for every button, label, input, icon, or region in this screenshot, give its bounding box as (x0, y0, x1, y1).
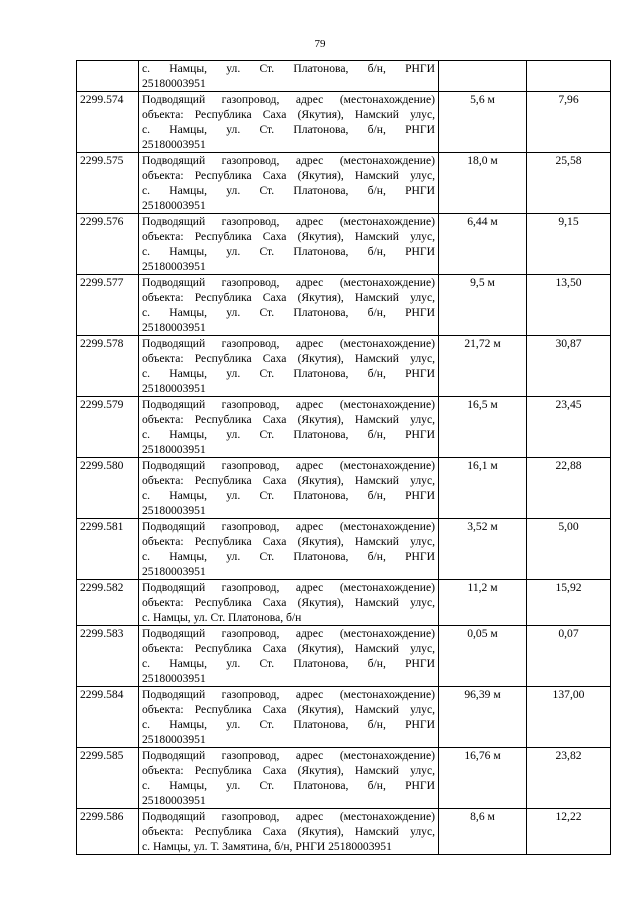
description-cell (139, 626, 439, 687)
table-row (77, 580, 611, 626)
cost-cell (527, 61, 611, 92)
row-number-cell: 2299.576 (77, 214, 139, 275)
cost-cell: 0,07 (527, 626, 611, 687)
cost-cell: 30,87 (527, 336, 611, 397)
table-body (77, 61, 611, 855)
description-cell (139, 214, 439, 275)
cost-cell: 13,50 (527, 275, 611, 336)
length-cell: 18,0 м (439, 153, 527, 214)
description-last-line: 25180003951 (142, 565, 206, 578)
cost-cell: 7,96 (527, 92, 611, 153)
length-cell: 0,05 м (439, 626, 527, 687)
description-last-line: с. Намцы, ул. Ст. Платонова, б/н (142, 611, 302, 624)
length-cell: 3,52 м (439, 519, 527, 580)
description-text: Подводящий газопровод, адрес (местонахождение) объекта: Республика Саха (Якутия), Намский улус, с. Намцы, ул. Ст. Платонова, б/н, РНГИ (142, 520, 435, 563)
description-last-line: 25180003951 (142, 321, 206, 334)
cost-cell: 23,45 (527, 397, 611, 458)
cost-cell: 25,58 (527, 153, 611, 214)
description-text: Подводящий газопровод, адрес (местонахождение) объекта: Республика Саха (Якутия), Намский улус, с. Намцы, ул. Ст. Платонова, б/н, РНГИ (142, 688, 435, 731)
table-row (77, 153, 611, 214)
description-text: Подводящий газопровод, адрес (местонахождение) объекта: Республика Саха (Якутия), Намский улус, с. Намцы, ул. Ст. Платонова, б/н, РНГИ (142, 276, 435, 319)
table-row (77, 214, 611, 275)
length-cell (439, 61, 527, 92)
row-number-cell: 2299.578 (77, 336, 139, 397)
length-cell: 6,44 м (439, 214, 527, 275)
row-number-cell: 2299.584 (77, 687, 139, 748)
row-number-cell: 2299.583 (77, 626, 139, 687)
row-number-cell: 2299.586 (77, 809, 139, 855)
description-last-line: 25180003951 (142, 504, 206, 517)
cost-cell: 23,82 (527, 748, 611, 809)
description-text: Подводящий газопровод, адрес (местонахождение) объекта: Республика Саха (Якутия), Намский улус, с. Намцы, ул. Ст. Платонова, б/н, РНГИ (142, 337, 435, 380)
cost-cell: 9,15 (527, 214, 611, 275)
description-cell (139, 519, 439, 580)
table-row (77, 458, 611, 519)
description-cell (139, 92, 439, 153)
description-last-line: 25180003951 (142, 794, 206, 807)
description-cell (139, 580, 439, 626)
length-cell: 11,2 м (439, 580, 527, 626)
description-cell (139, 458, 439, 519)
description-last-line: 25180003951 (142, 672, 206, 685)
row-number-cell: 2299.581 (77, 519, 139, 580)
description-cell (139, 397, 439, 458)
description-text: Подводящий газопровод, адрес (местонахождение) объекта: Республика Саха (Якутия), Намский улус, с. Намцы, ул. Ст. Платонова, б/н, РНГИ (142, 627, 435, 670)
row-number-cell: 2299.575 (77, 153, 139, 214)
page-number: 79 (314, 38, 326, 50)
table-row (77, 626, 611, 687)
table-row (77, 92, 611, 153)
description-text: с. Намцы, ул. Ст. Платонова, б/н, РНГИ (142, 62, 435, 75)
length-cell: 16,76 м (439, 748, 527, 809)
description-cell (139, 61, 439, 92)
length-cell: 96,39 м (439, 687, 527, 748)
row-number-cell (77, 61, 139, 92)
cost-cell: 22,88 (527, 458, 611, 519)
description-last-line: 25180003951 (142, 77, 206, 90)
description-text: Подводящий газопровод, адрес (местонахождение) объекта: Республика Саха (Якутия), Намский улус, (142, 581, 435, 609)
row-number-cell: 2299.582 (77, 580, 139, 626)
length-cell: 9,5 м (439, 275, 527, 336)
description-last-line: 25180003951 (142, 138, 206, 151)
description-text: Подводящий газопровод, адрес (местонахождение) объекта: Республика Саха (Якутия), Намский улус, с. Намцы, ул. Ст. Платонова, б/н, РНГИ (142, 398, 435, 441)
length-cell: 16,5 м (439, 397, 527, 458)
cost-cell: 15,92 (527, 580, 611, 626)
description-last-line: 25180003951 (142, 382, 206, 395)
description-last-line: 25180003951 (142, 260, 206, 273)
continued-row (77, 61, 611, 92)
register-table (76, 60, 611, 855)
length-cell: 16,1 м (439, 458, 527, 519)
table-row (77, 748, 611, 809)
description-last-line: 25180003951 (142, 443, 206, 456)
description-last-line: 25180003951 (142, 733, 206, 746)
description-cell (139, 336, 439, 397)
table-row (77, 519, 611, 580)
description-cell (139, 687, 439, 748)
table-row (77, 809, 611, 855)
row-number-cell: 2299.577 (77, 275, 139, 336)
row-number-cell: 2299.585 (77, 748, 139, 809)
description-text: Подводящий газопровод, адрес (местонахождение) объекта: Республика Саха (Якутия), Намский улус, с. Намцы, ул. Ст. Платонова, б/н, РНГИ (142, 93, 435, 136)
description-cell (139, 275, 439, 336)
description-text: Подводящий газопровод, адрес (местонахождение) объекта: Республика Саха (Якутия), Намский улус, с. Намцы, ул. Ст. Платонова, б/н, РНГИ (142, 154, 435, 197)
length-cell: 8,6 м (439, 809, 527, 855)
description-text: Подводящий газопровод, адрес (местонахождение) объекта: Республика Саха (Якутия), Намский улус, (142, 810, 435, 838)
description-text: Подводящий газопровод, адрес (местонахождение) объекта: Республика Саха (Якутия), Намский улус, с. Намцы, ул. Ст. Платонова, б/н, РНГИ (142, 459, 435, 502)
length-cell: 21,72 м (439, 336, 527, 397)
length-cell: 5,6 м (439, 92, 527, 153)
table-row (77, 687, 611, 748)
row-number-cell: 2299.579 (77, 397, 139, 458)
table-row (77, 275, 611, 336)
row-number-cell: 2299.574 (77, 92, 139, 153)
description-cell (139, 809, 439, 855)
description-cell (139, 153, 439, 214)
description-cell (139, 748, 439, 809)
description-text: Подводящий газопровод, адрес (местонахождение) объекта: Республика Саха (Якутия), Намский улус, с. Намцы, ул. Ст. Платонова, б/н, РНГИ (142, 749, 435, 792)
cost-cell: 5,00 (527, 519, 611, 580)
cost-cell: 12,22 (527, 809, 611, 855)
table-row (77, 336, 611, 397)
row-number-cell: 2299.580 (77, 458, 139, 519)
description-last-line: с. Намцы, ул. Т. Замятина, б/н, РНГИ 25180003951 (142, 840, 392, 853)
cost-cell: 137,00 (527, 687, 611, 748)
table-row (77, 397, 611, 458)
description-text: Подводящий газопровод, адрес (местонахождение) объекта: Республика Саха (Якутия), Намский улус, с. Намцы, ул. Ст. Платонова, б/н, РНГИ (142, 215, 435, 258)
description-last-line: 25180003951 (142, 199, 206, 212)
